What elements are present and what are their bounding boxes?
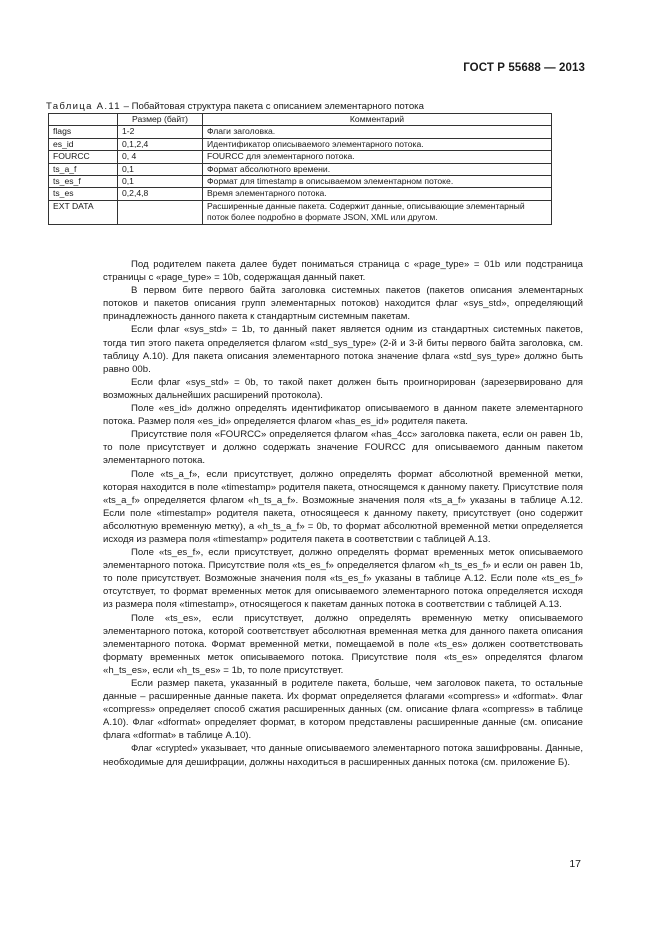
table-cell-comment: Формат для timestamp в описываемом элементарном потоке. <box>203 176 552 188</box>
table-caption-label: Таблица А.11 <box>46 101 121 112</box>
table-caption-text: – Побайтовая структура пакета с описанием элементарного потока <box>120 101 424 112</box>
table-cell-size: 0,2,4,8 <box>118 188 203 200</box>
paragraph: В первом бите первого байта заголовка системных пакетов (пакетов описания элементарных потоков и пакетов описания групп элементарных потоков) находится флаг «sys_std», определяющий принадлежность данного пакета к стандартным системным пакетам. <box>103 285 583 323</box>
table-cell-size: 0,1 <box>118 176 203 188</box>
table-caption <box>46 101 606 112</box>
table-cell-field: EXT DATA <box>49 200 118 224</box>
header-cell-size: Размер (байт) <box>118 114 203 126</box>
paragraph: Поле «ts_a_f», если присутствует, должно определять формат абсолютной временной метки, которая находится в поле «timestamp» родителя пакета, относящемся к данному пакету. Присутствие поля «ts_a_f» определяется флагом «h_ts_a_f». Возможные значения поля «ts_a_f» указаны в таблице А.12. Если поле «timestamp» родителя пакета, относящееся к данному пакету, присутствует (оно содержит абсолютную временную метку), а «h_ts_a_f» = 0b, то формат абсолютной временной метки определяется исходя из размера поля «timestamp» родителя пакета в соответствии с таблицей А.13. <box>103 468 583 545</box>
paragraph: Поле «ts_es», если присутствует, должно определять временную метку описываемого элементарного потока, которой соответствует абсолютная временная метка для данного пакета описания элементарного потока. Формат временной метки, помещаемой в поле «ts_es» должен соответствовать формату временных меток описываемого потока. Присутствие поля «ts_es» определятся флагом «h_ts_es», если «h_ts_es» = 1b, то поле присутствует. <box>103 612 583 676</box>
header-cell-field <box>49 114 118 126</box>
paragraph: Флаг «crypted» указывает, что данные описываемого элементарного потока зашифрованы. Данные, необходимые для дешифрации, должны находиться в расширенных данных потока (см. приложение Б). <box>103 743 583 768</box>
table-cell-comment: Флаги заголовка. <box>203 126 552 138</box>
table-cell-field: ts_a_f <box>49 163 118 175</box>
paragraph: Если флаг «sys_std» = 1b, то данный пакет является одним из стандартных системных пакетов, тогда тип этого пакета определяется флагом «std_sys_type» (2-й и 3-й биты первого байта заголовка, см. таблицу А.10). Для пакета описания элементарного потока значение флага «std_sys_type» должно быть равно 00b. <box>103 324 583 375</box>
document-standard-header: ГОСТ Р 55688 — 2013 <box>463 62 585 74</box>
paragraph: Если флаг «sys_std» = 0b, то такой пакет должен быть проигнорирован (зарезервировано для возможных дальнейших расширений протокола). <box>103 376 583 401</box>
table-cell-comment: Расширенные данные пакета. Содержит данные, описывающие элементарный поток более подробно в формате JSON, XML или другом. <box>203 200 552 224</box>
paragraph: Если размер пакета, указанный в родителе пакета, больше, чем заголовок пакета, то остальные данные – расширенные данные пакета. Их формат определяется флагами «compress» и «dformat». Флаг «compress» определяет способ сжатия расширенных данных (см. описание флага «compress» в таблице А.10). Флаг «dformat» определяет формат, в котором представлены расширенные данные (см. описание флага «dformat» в таблице А.10). <box>103 678 583 742</box>
table-cell-size: 0,1 <box>118 163 203 175</box>
paragraph: Поле «es_id» должно определять идентификатор описываемого в данном пакете элементарного потока. Размер поля «es_id» определяется флагом «has_es_id» родителя пакета. <box>103 403 583 428</box>
table-cell-size: 0,1,2,4 <box>118 138 203 150</box>
table-cell-field: ts_es <box>49 188 118 200</box>
table-row <box>49 138 552 150</box>
table-cell-field: FOURCC <box>49 151 118 163</box>
table-cell-comment: Формат абсолютного времени. <box>203 163 552 175</box>
paragraph: Поле «ts_es_f», если присутствует, должно определять формат временных меток описываемого элементарного потока. Присутствие поля «ts_es_f» определяется флагом «h_ts_es_f» и если он равен 1b, то поле присутствует. Возможные значения поля «ts_es_f» указаны в таблице А.12. Если поле «ts_es_f» отсутствует, то формат временных меток для описываемого элементарного потока определяется исходя из размера поля «timestamp», относящегося к пакетам данных потока в соответствии с таблицей А.13. <box>103 547 583 611</box>
table-row <box>49 126 552 138</box>
table-row <box>49 188 552 200</box>
table-cell-size: 1-2 <box>118 126 203 138</box>
table-row <box>49 163 552 175</box>
table-cell-field: ts_es_f <box>49 176 118 188</box>
header-cell-comment: Комментарий <box>203 114 552 126</box>
table-cell-field: flags <box>49 126 118 138</box>
table-cell-comment: FOURCC для элементарного потока. <box>203 151 552 163</box>
paragraph: Присутствие поля «FOURCC» определяется флагом «has_4cc» заголовка пакета, если он равен 1b, то поле присутствует и должно содержать значение FOURCC для описываемого данным пакетом элементарного потока. <box>103 429 583 467</box>
packet-structure-table <box>48 113 552 225</box>
page-number: 17 <box>569 858 581 870</box>
table-row <box>49 176 552 188</box>
table-cell-field: es_id <box>49 138 118 150</box>
paragraph: Под родителем пакета далее будет пониматься страница с «page_type» = 01b или подстраница страницы с «page_type» = 10b, содержащая данный пакет. <box>103 259 583 284</box>
table-cell-size: 0, 4 <box>118 151 203 163</box>
table-cell-size <box>118 200 203 224</box>
table-row <box>49 151 552 163</box>
table-cell-comment: Время элементарного потока. <box>203 188 552 200</box>
table-row <box>49 200 552 224</box>
table-cell-comment: Идентификатор описываемого элементарного потока. <box>203 138 552 150</box>
body-text <box>103 258 583 769</box>
table-header-row <box>49 114 552 126</box>
